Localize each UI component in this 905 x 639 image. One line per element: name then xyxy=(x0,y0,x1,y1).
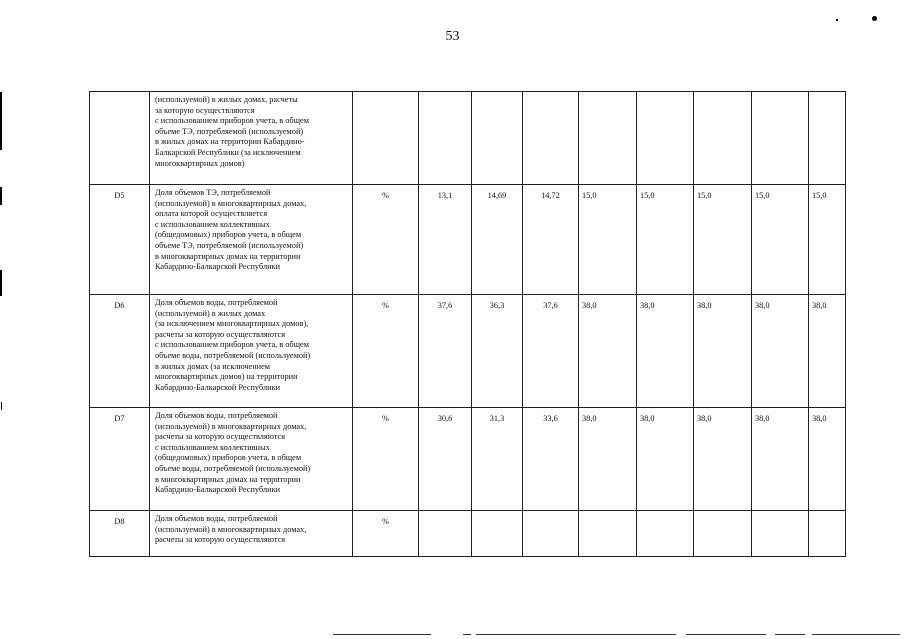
indicator-value: 33,6 xyxy=(523,408,579,511)
indicator-code: D8 xyxy=(90,511,150,557)
page-number: 53 xyxy=(445,29,460,44)
indicator-value: 15,0 xyxy=(809,185,846,295)
indicator-value: 14,72 xyxy=(523,185,579,295)
indicator-value xyxy=(472,511,523,557)
indicator-value: 15,0 xyxy=(752,185,809,295)
indicator-unit: % xyxy=(353,295,419,408)
indicator-value xyxy=(637,511,694,557)
indicator-unit xyxy=(353,92,419,185)
indicator-value: 38,0 xyxy=(752,408,809,511)
indicator-code xyxy=(90,92,150,185)
indicator-value: 30,6 xyxy=(419,408,472,511)
indicator-value: 37,6 xyxy=(419,295,472,408)
scan-mark-left xyxy=(1,402,2,410)
indicator-unit: % xyxy=(353,511,419,557)
indicator-value: 15,0 xyxy=(694,185,752,295)
indicator-value: 38,0 xyxy=(694,408,752,511)
indicator-value: 38,0 xyxy=(809,408,846,511)
scan-mark-left xyxy=(0,270,2,296)
scan-mark-left xyxy=(0,187,2,205)
bottom-rule xyxy=(775,634,805,635)
indicator-description: Доля объемов воды, потребляемой (используемой) в многоквартирных домах, расчеты за которую осуществляются с использованием коллективных (общедомовых) приборов учета, в общем объеме воды, потребляемой (используемой) в многоквартирных домах на территории Кабардино-Балкарской Республики xyxy=(150,408,353,511)
scan-mark-left xyxy=(0,92,2,150)
bottom-rule xyxy=(812,634,900,635)
indicator-value xyxy=(472,92,523,185)
indicator-value: 38,0 xyxy=(809,295,846,408)
bottom-rule xyxy=(463,634,471,635)
bottom-rule xyxy=(686,634,766,635)
indicator-description: (используемой) в жилых домах, расчеты за которую осуществляются с использованием приборов учета, в общем объеме ТЭ, потребляемой (используемой) в жилых домах на территории Кабардино- Балкарской Республики (за исключением многоквартирных домов) xyxy=(150,92,353,185)
indicator-value xyxy=(694,92,752,185)
indicator-unit: % xyxy=(353,408,419,511)
indicator-value xyxy=(579,92,637,185)
table-row xyxy=(90,185,846,295)
indicator-value: 38,0 xyxy=(579,295,637,408)
indicator-value xyxy=(694,511,752,557)
indicator-value xyxy=(637,92,694,185)
indicator-code: D5 xyxy=(90,185,150,295)
indicator-value: 38,0 xyxy=(752,295,809,408)
table-row xyxy=(90,408,846,511)
indicator-description: Доля объемов воды, потребляемой (используемой) в многоквартирных домах, расчеты за которую осуществляются xyxy=(150,511,353,557)
indicator-value: 38,0 xyxy=(579,408,637,511)
indicator-value xyxy=(523,511,579,557)
indicator-value: 15,0 xyxy=(579,185,637,295)
indicator-value: 36,3 xyxy=(472,295,523,408)
indicator-value xyxy=(419,92,472,185)
indicator-value: 38,0 xyxy=(694,295,752,408)
indicator-value xyxy=(523,92,579,185)
indicator-code: D6 xyxy=(90,295,150,408)
indicator-unit: % xyxy=(353,185,419,295)
indicator-value xyxy=(809,92,846,185)
indicator-value: 15,0 xyxy=(637,185,694,295)
table-row xyxy=(90,92,846,185)
bottom-rule xyxy=(333,634,431,635)
indicator-value: 38,0 xyxy=(637,295,694,408)
indicator-value xyxy=(752,92,809,185)
scan-dot xyxy=(872,16,877,21)
indicator-value xyxy=(419,511,472,557)
indicator-description: Доля объемов воды, потребляемой (используемой) в жилых домах (за исключением многоквартирных домов), расчеты за которую осуществляются с использованием приборов учета, в общем объеме воды, потребляемой (используемой) в жилых домах (за исключением многоквартирных домов) на территории Кабардино-Балкарской Республики xyxy=(150,295,353,408)
indicator-value: 13,1 xyxy=(419,185,472,295)
indicator-value xyxy=(579,511,637,557)
indicator-value: 31,3 xyxy=(472,408,523,511)
table-row xyxy=(90,295,846,408)
indicator-code: D7 xyxy=(90,408,150,511)
bottom-rule xyxy=(476,634,676,635)
indicator-value: 14,69 xyxy=(472,185,523,295)
indicator-value: 38,0 xyxy=(637,408,694,511)
scan-dot xyxy=(836,19,838,21)
indicator-description: Доля объемов ТЭ, потребляемой (используемой) в многоквартирных домах, оплата которой осуществляется с использованием коллективных (общедомовых) приборов учета, в общем объеме ТЭ, потребляемой (используемой) в многоквартирных домах на территории Кабардино-Балкарской Республики xyxy=(150,185,353,295)
table-row xyxy=(90,511,846,557)
indicator-value xyxy=(752,511,809,557)
indicator-value xyxy=(809,511,846,557)
indicator-value: 37,6 xyxy=(523,295,579,408)
indicator-table xyxy=(89,91,846,557)
